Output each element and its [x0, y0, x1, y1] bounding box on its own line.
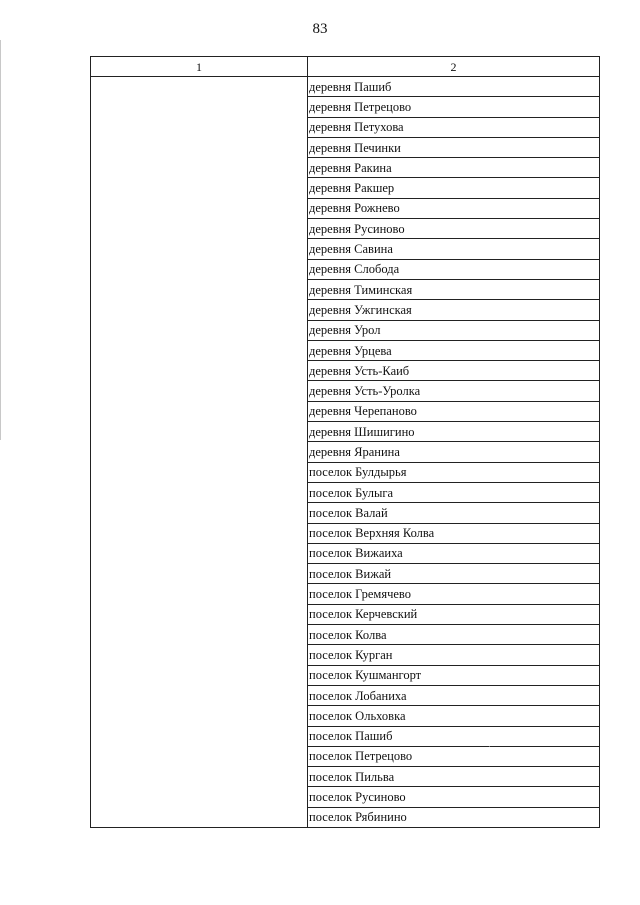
settlement-name-cell: поселок Булыга: [308, 482, 600, 502]
column-1-merged-cell: [91, 77, 308, 828]
settlement-name-cell: поселок Русиново: [308, 787, 600, 807]
settlement-name-cell: поселок Ольховка: [308, 706, 600, 726]
scan-speck: [489, 746, 490, 747]
settlement-name-cell: деревня Савина: [308, 239, 600, 259]
settlement-name-cell: поселок Керчевский: [308, 604, 600, 624]
settlement-name-cell: поселок Булдырья: [308, 462, 600, 482]
settlement-name-cell: поселок Колва: [308, 625, 600, 645]
settlement-name-cell: поселок Вижай: [308, 564, 600, 584]
settlement-name-cell: поселок Верхняя Колва: [308, 523, 600, 543]
settlement-name-cell: деревня Яранина: [308, 442, 600, 462]
settlement-name-cell: деревня Тиминская: [308, 279, 600, 299]
settlement-name-cell: поселок Пашиб: [308, 726, 600, 746]
settlement-name-cell: деревня Рожнево: [308, 198, 600, 218]
settlement-name-cell: деревня Урол: [308, 320, 600, 340]
settlement-name-cell: поселок Курган: [308, 645, 600, 665]
table-header-row: [91, 57, 600, 77]
settlements-table: [90, 56, 600, 828]
settlement-name-cell: деревня Ужгинская: [308, 300, 600, 320]
settlement-name-cell: поселок Рябинино: [308, 807, 600, 827]
settlement-name-cell: деревня Ракина: [308, 158, 600, 178]
page-number: 83: [312, 21, 328, 37]
table-row: [91, 77, 600, 97]
settlement-name-cell: деревня Слобода: [308, 259, 600, 279]
settlement-name-cell: деревня Черепаново: [308, 401, 600, 421]
settlement-name-cell: поселок Вижаиха: [308, 543, 600, 563]
settlement-name-cell: поселок Петрецово: [308, 746, 600, 766]
settlement-name-cell: поселок Гремячево: [308, 584, 600, 604]
settlement-name-cell: деревня Петухова: [308, 117, 600, 137]
scan-edge-shadow: [0, 40, 1, 440]
column-2-header: 2: [308, 57, 600, 77]
settlement-name-cell: деревня Петрецово: [308, 97, 600, 117]
settlement-name-cell: деревня Усть-Уролка: [308, 381, 600, 401]
column-1-header: 1: [91, 57, 308, 77]
settlement-name-cell: деревня Пашиб: [308, 77, 600, 97]
settlement-name-cell: деревня Усть-Каиб: [308, 361, 600, 381]
settlement-name-cell: деревня Урцева: [308, 340, 600, 360]
settlement-name-cell: деревня Печинки: [308, 137, 600, 157]
settlement-name-cell: поселок Пильва: [308, 767, 600, 787]
settlement-name-cell: деревня Ракшер: [308, 178, 600, 198]
settlement-name-cell: поселок Лобаниха: [308, 685, 600, 705]
table-body: [91, 77, 600, 828]
settlement-name-cell: деревня Русиново: [308, 219, 600, 239]
settlement-name-cell: деревня Шишигино: [308, 422, 600, 442]
settlement-name-cell: поселок Валай: [308, 503, 600, 523]
settlement-name-cell: поселок Кушмангорт: [308, 665, 600, 685]
table-header: [91, 57, 600, 77]
